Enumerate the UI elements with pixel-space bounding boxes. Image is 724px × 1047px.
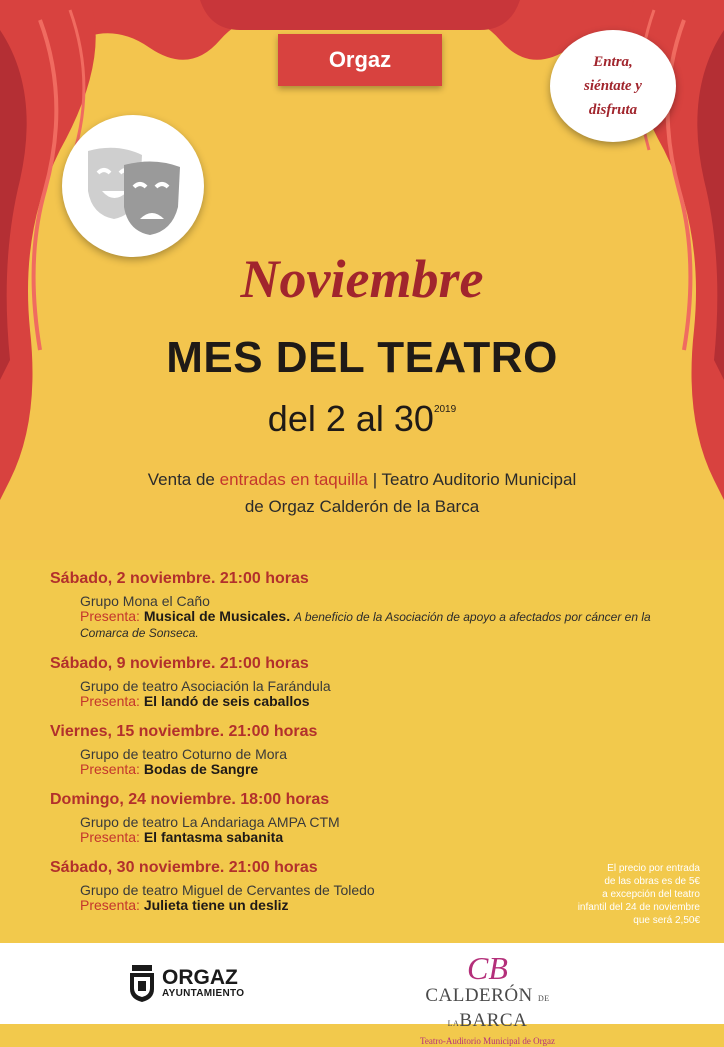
orgaz-sub: AYUNTAMIENTO bbox=[162, 987, 245, 999]
ticket-suffix: | Teatro Auditorio Municipal bbox=[368, 470, 577, 489]
date-range-text: del 2 al 30 bbox=[267, 398, 434, 439]
price-line: que será 2,50€ bbox=[633, 915, 700, 926]
calderon-logo bbox=[395, 951, 580, 1047]
year-label: 2019 bbox=[433, 404, 457, 415]
play-title: El landó de seis caballos bbox=[143, 693, 310, 709]
tagline-line: siéntate y bbox=[584, 78, 642, 94]
cb-subtitle: Teatro-Auditorio Municipal de Orgaz bbox=[420, 1036, 555, 1046]
price-line: a excepción del teatro bbox=[602, 889, 700, 900]
presenta-label: Presenta: bbox=[80, 761, 140, 777]
masks-badge bbox=[62, 115, 204, 257]
town-tag: Orgaz bbox=[278, 34, 442, 86]
theater-masks-icon bbox=[62, 115, 204, 257]
ticket-prefix: Venta de bbox=[147, 470, 220, 489]
presenta-label: Presenta: bbox=[80, 608, 140, 624]
price-note bbox=[560, 862, 700, 927]
event-group: Grupo de teatro Miguel de Cervantes de Toledo bbox=[80, 882, 375, 898]
event-group: Grupo Mona el Caño bbox=[80, 593, 210, 609]
tagline-line: Entra, bbox=[593, 54, 633, 70]
ticket-venue: de Orgaz Calderón de la Barca bbox=[244, 497, 480, 516]
ticket-info bbox=[40, 466, 684, 520]
list-item bbox=[50, 570, 670, 641]
play-title: Bodas de Sangre bbox=[143, 761, 259, 777]
date-range bbox=[0, 398, 724, 440]
event-datetime: Viernes, 15 noviembre. 21:00 horas bbox=[50, 723, 318, 740]
event-datetime: Sábado, 9 noviembre. 21:00 horas bbox=[50, 655, 309, 672]
orgaz-logo bbox=[128, 963, 244, 1003]
presenta-label: Presenta: bbox=[80, 897, 140, 913]
price-line: infantil del 24 de noviembre bbox=[577, 902, 700, 913]
event-datetime: Domingo, 24 noviembre. 18:00 horas bbox=[50, 791, 330, 808]
play-title: El fantasma sabanita bbox=[143, 829, 284, 845]
event-datetime: Sábado, 30 noviembre. 21:00 horas bbox=[50, 859, 318, 876]
cb-monogram: CB bbox=[467, 950, 508, 986]
event-group: Grupo de teatro La Andariaga AMPA CTM bbox=[80, 814, 340, 830]
ticket-highlight: entradas en taquilla bbox=[219, 470, 368, 489]
orgaz-name: ORGAZ bbox=[162, 965, 238, 989]
cb-name-part: BARCA bbox=[459, 1010, 528, 1031]
list-item bbox=[50, 791, 670, 845]
price-line: El precio por entrada bbox=[607, 863, 700, 874]
cb-name-small: DE LA bbox=[447, 994, 550, 1028]
footer bbox=[0, 943, 724, 1046]
list-item bbox=[50, 723, 670, 777]
event-group: Grupo de teatro Asociación la Farándula bbox=[80, 678, 331, 694]
cb-name-part: CALDERÓN bbox=[425, 985, 539, 1006]
tagline-bubble bbox=[550, 30, 676, 142]
presenta-label: Presenta: bbox=[80, 829, 140, 845]
play-title: Julieta tiene un desliz bbox=[143, 897, 289, 913]
coat-of-arms-icon bbox=[128, 963, 156, 1003]
tagline-line: disfruta bbox=[588, 102, 638, 118]
list-item bbox=[50, 655, 670, 709]
event-datetime: Sábado, 2 noviembre. 21:00 horas bbox=[50, 570, 309, 587]
cb-name bbox=[395, 985, 580, 1035]
event-group: Grupo de teatro Coturno de Mora bbox=[80, 746, 288, 762]
month-title: Noviembre bbox=[240, 249, 484, 309]
presenta-label: Presenta: bbox=[80, 693, 140, 709]
price-line: de las obras es de 5€ bbox=[604, 876, 700, 887]
event-note: A beneficio de la Asociación de apoyo a afectados por cáncer en la Comarca de Sonseca. bbox=[80, 610, 651, 640]
event-title: MES DEL TEATRO bbox=[166, 333, 558, 382]
play-title: Musical de Musicales. bbox=[143, 608, 291, 624]
